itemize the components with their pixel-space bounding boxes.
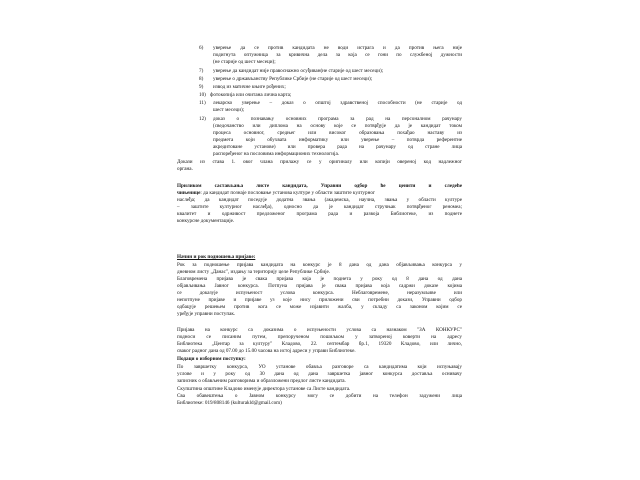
list-line: лекарско уверење – доказ о општој здравственој способности (не старије од xyxy=(213,100,462,106)
paragraph-line: објављивања Јавног конкурса. Потпуна пријава је свака пријава која садржи доказе којима xyxy=(177,283,462,289)
paragraph-line: се доказује испуњеност услова конкурса. Неблаговремене, неразумљиве или xyxy=(177,290,462,296)
paragraph-line: записник о обављеним разговорима и образложени предлог листе кандидата. xyxy=(177,378,346,384)
paragraph-line: наслеђа; да кандидат поседује додатна звања (академска, научна, звања у области културе xyxy=(177,197,462,203)
list-line: (не старије од шест месеци); xyxy=(213,59,276,65)
paragraph-line xyxy=(177,190,462,196)
list-number: 11) xyxy=(199,100,206,106)
bold-word: чињенице xyxy=(177,190,201,196)
list-line: подигнута оптужница за кривична дела за која се гони по службеној дужности xyxy=(213,52,462,58)
list-line: акредитоване установе) или провера рада на рачунару од стране лица xyxy=(213,144,462,150)
paragraph-line: конкурсне документације. xyxy=(177,218,235,224)
list-line: уверење да се против кандидата не води истрага и да против њега није xyxy=(213,45,462,51)
list-line: доказ о познавању основних програма за рад на персоналном рачунару xyxy=(213,116,462,122)
paragraph-line: дневном листу „Данас", издању за територију целе Републике Србије. xyxy=(177,269,331,275)
list-line: шест месеци); xyxy=(213,107,245,113)
list-number: 6) xyxy=(199,45,204,51)
paragraph-line: – заштите културног наслеђа), односно да је кандидат стручњак потврђеног реномеа; xyxy=(177,204,462,210)
paragraph-line: одбацује решењем против кога се може изјавити жалба, у складу са законом којим се xyxy=(177,304,462,310)
paragraph-text: : да кандидат познаје пословање установа културе у области заштите културног xyxy=(200,190,376,196)
list-number: 7) xyxy=(199,68,204,74)
section-heading-selection: Подаци о изборном поступку: xyxy=(177,356,246,362)
list-number: 9) xyxy=(199,84,204,90)
bold-lead: Приликом састављања листе кандидата, Управни одбор ће ценити и следеће xyxy=(177,183,462,189)
paragraph-line: Библиотека „Центар за културу" Кладово, 22. септембар бр.1, 19320 Кладово, или лично, xyxy=(177,341,462,347)
list-line: фотокопија или очитана лична карта; xyxy=(210,92,292,98)
list-line: уверење да кандидат није правоснажно осуђиван(не старије од шест месеци); xyxy=(213,68,384,74)
paragraph-line: Пријава на конкурс са доказима о испуњености услова са назнаком "ЗА КОНКУРС" xyxy=(177,327,462,333)
list-line: уверење о држављанству Републике Србије (не старије од шест месеци); xyxy=(213,76,373,82)
list-line: (сведочанство или диплома на основу које се потврђује да је кандидат током xyxy=(213,123,462,129)
section-heading-method: Начин и рок подношења пријаве: xyxy=(177,254,256,260)
list-line: распоређеног на пословима информационих технологија. xyxy=(213,151,340,157)
paragraph-line: уређује управни поступак. xyxy=(177,311,236,317)
list-line: извод из матичне књиге рођених; xyxy=(213,84,286,90)
list-number: 10) xyxy=(199,92,206,98)
paragraph-line: сваког радног дана од 07.00 до 15.00 часова на истој адреси у управи Библиотеке. xyxy=(177,348,356,354)
paragraph-line: непотпуне пријаве и пријаве уз које нису приложени сви потребни докази, Управни одбор xyxy=(177,297,462,303)
list-line: процеса основног, средњег или високог образовања похађао наставу из xyxy=(213,130,462,136)
paragraph-line: Рок за подношење пријава кандидата на конкурс је 8 дана од дана објављивања конкурса у xyxy=(177,262,462,268)
paragraph-line: Сва обавештења о Јавном конкурсу могу се добити на телефон задужени лица xyxy=(177,393,462,399)
paragraph-line: органа. xyxy=(177,166,193,172)
list-number: 12) xyxy=(199,116,206,122)
paragraph-line: услове и у року од 30 дана од дана завршетка јавног конкурса доставља оснивачу xyxy=(177,371,462,377)
list-line: предмета који обухвата информатику или уверење – потврда референтне xyxy=(213,137,462,143)
list-number: 8) xyxy=(199,76,204,82)
paragraph-line: По завршетку конкурса, УО установе обавља разговоре са кандидатима који испуњавају xyxy=(177,364,462,370)
paragraph-line: Библиотеке: 019/808146 (kulturakld@gmail.com) xyxy=(177,400,282,406)
paragraph-line: Докази из става 1. овог члана прилажу се у оригиналу или копији овереној код надлежног xyxy=(177,159,462,165)
paragraph-line: квалитет и одрживост предложеног програма рада и развоја Библиотеке, из поднете xyxy=(177,211,462,217)
paragraph-line: Благовремена пријава је свака пријава која је поднета у року од 8 дана од дана xyxy=(177,276,462,282)
paragraph-line: подноси се писаним путем, препорученом пошиљком у затвореној коверти на адресу xyxy=(177,334,462,340)
paragraph-line: Скупштина општине Кладово именује директора установе са Листе кандидата. xyxy=(177,386,351,392)
